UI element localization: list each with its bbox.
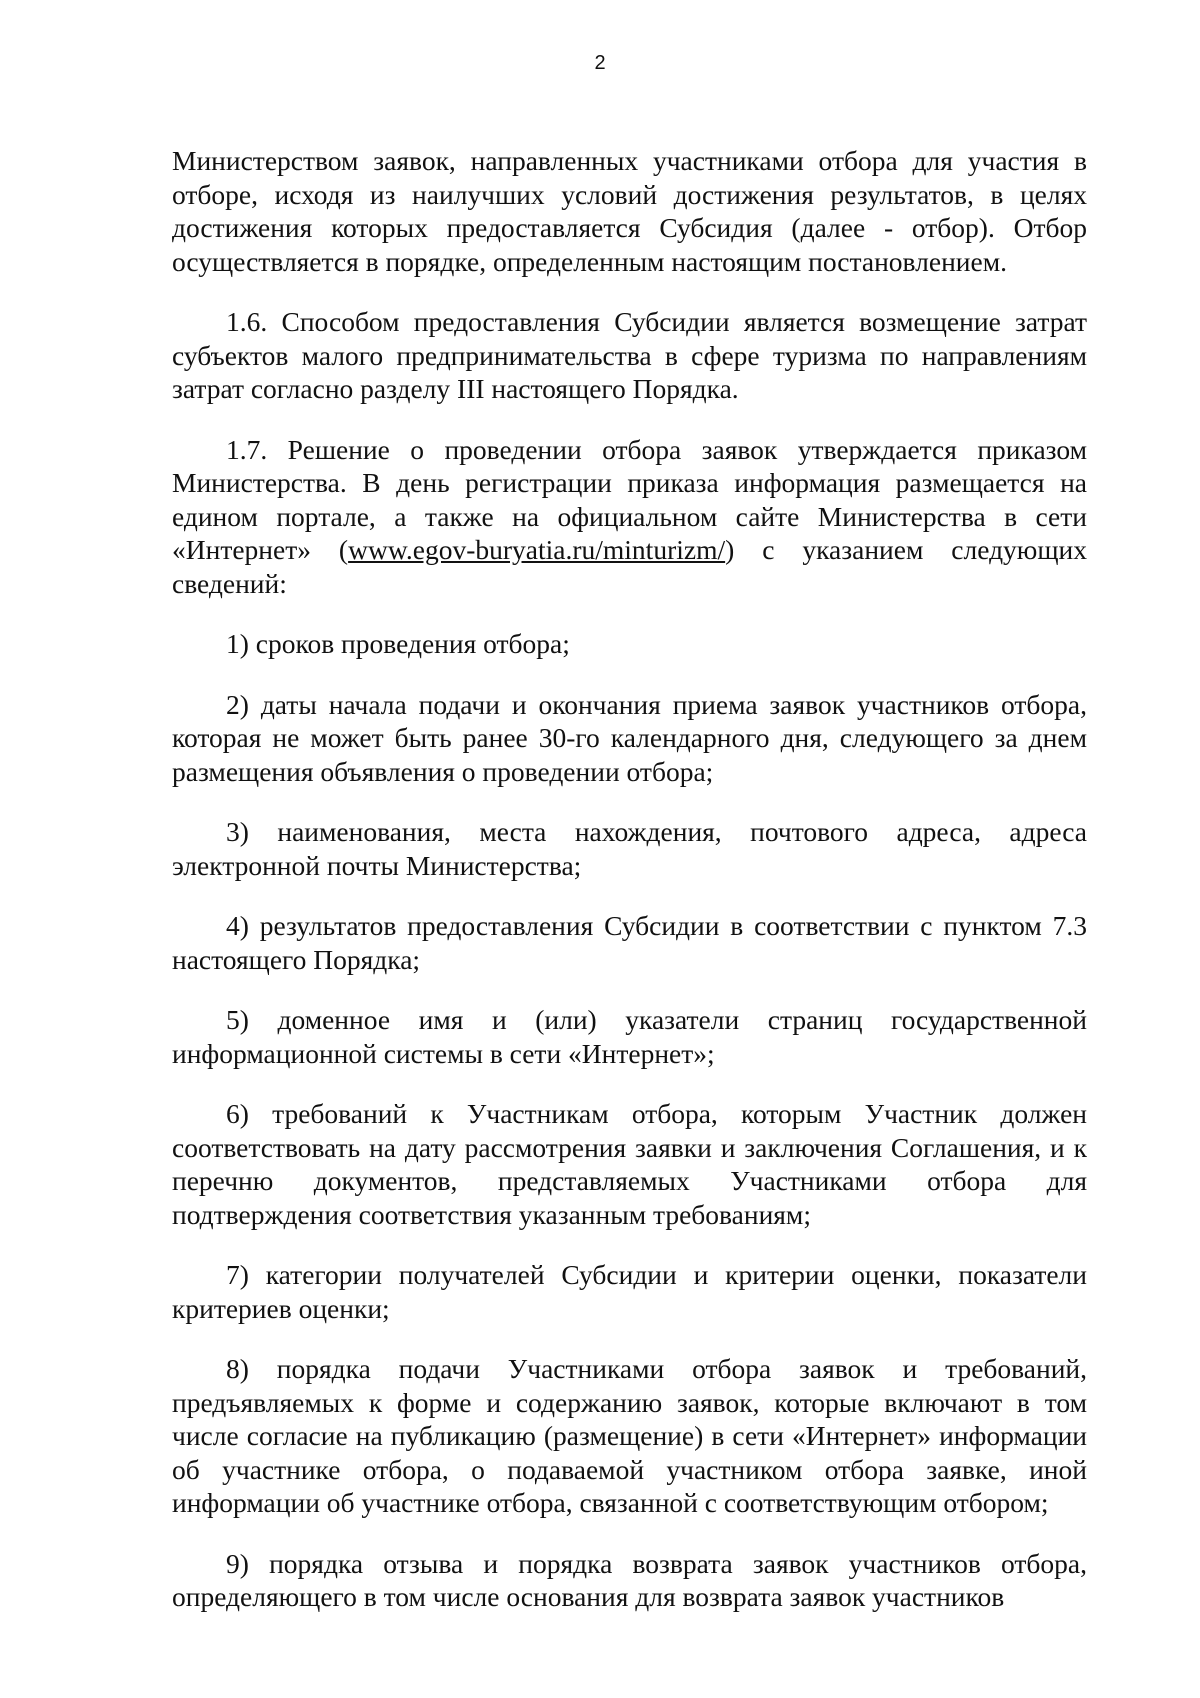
ministry-website-link[interactable]: www.egov-buryatia.ru/minturizm/ bbox=[348, 534, 726, 565]
list-item-7: 7) категории получателей Субсидии и критерии оценки, показатели критериев оценки; bbox=[172, 1259, 1087, 1324]
paragraph-1-7-text-after: ) с указанием следующих сведений: bbox=[172, 534, 1087, 599]
document-body bbox=[172, 144, 1087, 1614]
paragraph-1-7 bbox=[172, 433, 1087, 601]
page-number: 2 bbox=[594, 52, 606, 74]
list-item-6: 6) требований к Участникам отбора, которым Участник должен соответствовать на дату рассмотрения заявки и заключения Соглашения, и к перечню документов, представляемых Участниками отбора для подтверждения соответствия указанным требованиям; bbox=[172, 1098, 1087, 1230]
list-item-8: 8) порядка подачи Участниками отбора заявок и требований, предъявляемых к форме и содержанию заявок, которые включают в том числе согласие на публикацию (размещение) в сети «Интернет» информации об участнике отбора, о подаваемой участником отбора заявке, иной информации об участнике отбора, связанной с соответствующим отбором; bbox=[172, 1353, 1087, 1518]
paragraph-1-6: 1.6. Способом предоставления Субсидии является возмещение затрат субъектов малого предпринимательства в сфере туризма по направлениям затрат согласно разделу III настоящего Порядка. bbox=[172, 306, 1087, 404]
list-item-3: 3) наименования, места нахождения, почтового адреса, адреса электронной почты Министерства; bbox=[172, 816, 1087, 881]
list-item-9: 9) порядка отзыва и порядка возврата заявок участников отбора, определяющего в том числе основания для возврата заявок участников bbox=[172, 1547, 1087, 1612]
list-item-4: 4) результатов предоставления Субсидии в соответствии с пунктом 7.3 настоящего Порядка; bbox=[172, 910, 1087, 975]
list-item-2: 2) даты начала подачи и окончания приема заявок участников отбора, которая не может быть ранее 30-го календарного дня, следующего за днем размещения объявления о проведении отбора; bbox=[172, 688, 1087, 787]
paragraph-1-7-text-before: 1.7. Решение о проведении отбора заявок утверждается приказом Министерства. В день регистрации приказа информация размещается на едином портале, а также на официальном сайте Министерства в сети «Интернет» ( bbox=[172, 433, 1087, 565]
paragraph-continuation: Министерством заявок, направленных участниками отбора для участия в отборе, исходя из наилучших условий достижения результатов, в целях достижения которых предоставляется Субсидия (далее - отбор). Отбор осуществляется в порядке, определенным настоящим постановлением. bbox=[172, 145, 1087, 277]
list-item-5: 5) доменное имя и (или) указатели страниц государственной информационной системы в сети «Интернет»; bbox=[172, 1004, 1087, 1069]
list-item-1: 1) сроков проведения отбора; bbox=[226, 628, 570, 659]
